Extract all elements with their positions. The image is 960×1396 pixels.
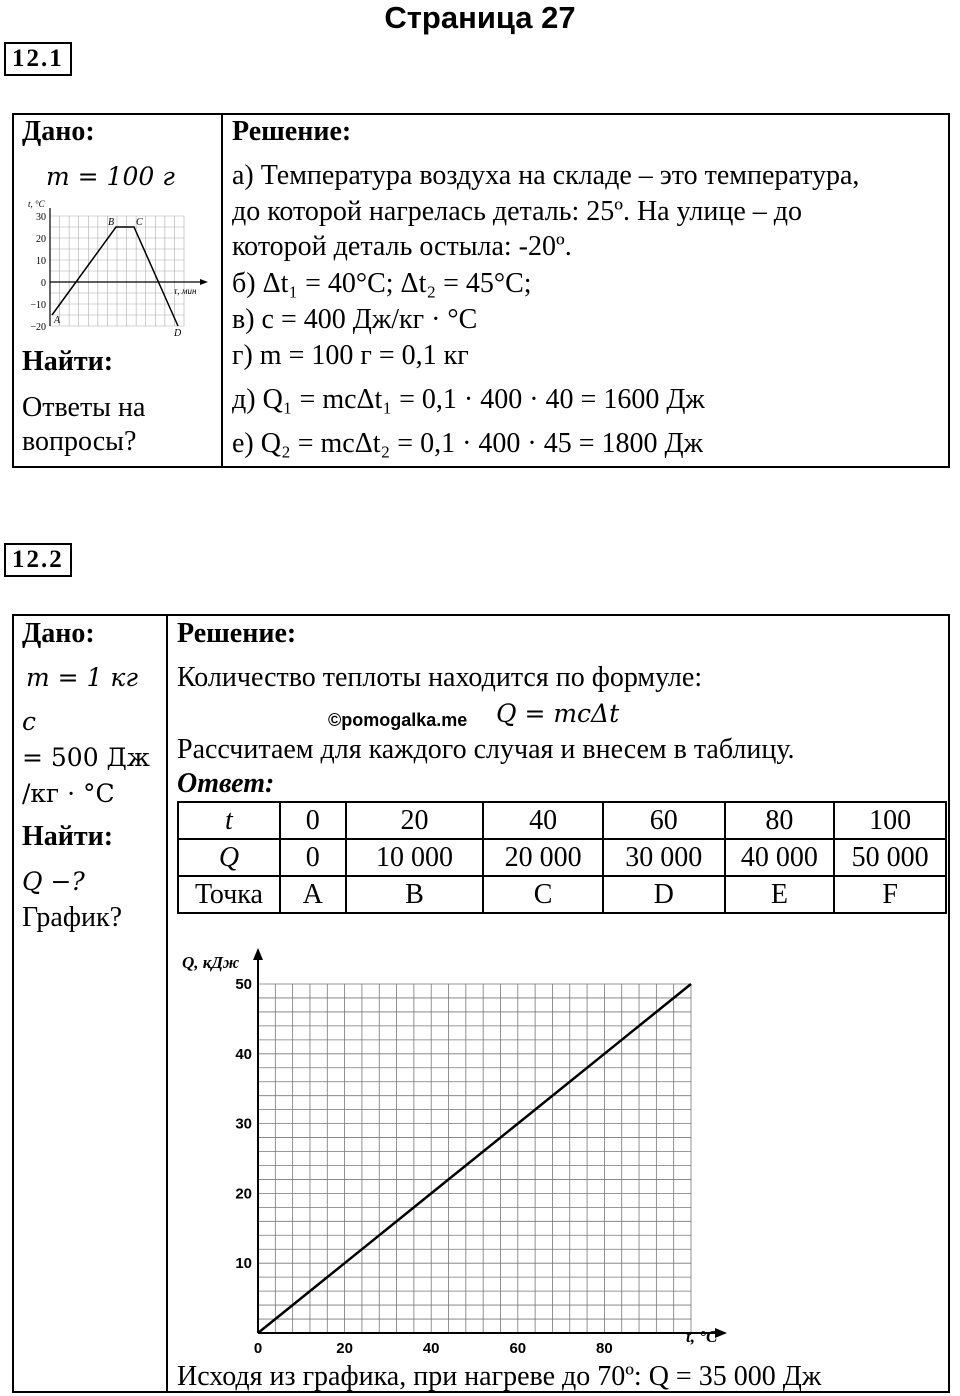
answer-table: [177, 801, 947, 914]
solution-line-1: Количество теплоты находится по формуле:: [177, 662, 703, 693]
series-line: [258, 984, 691, 1333]
solution-header: Решение:: [232, 116, 352, 147]
solution-line-c: в) c = 400 Дж/кг · °C: [232, 304, 478, 335]
heat-chart: [176, 944, 736, 1354]
thumb-point-label: B: [108, 217, 115, 228]
y-axis-arrow: [253, 948, 263, 960]
watermark: ©pomogalka.me: [328, 710, 468, 730]
solution-line-a2: до которой нагрелась деталь: 25º. На улице – до: [232, 196, 802, 227]
solution-line-a3: которой деталь остыла: -20º.: [232, 231, 572, 262]
table-cell: 20 000: [483, 839, 603, 876]
x-tick-label: 0: [253, 1340, 263, 1354]
table-cell: 50 000: [834, 839, 946, 876]
given-mass: m = 100 г: [46, 162, 175, 191]
x-axis-label: t, °C: [686, 1327, 718, 1346]
thumb-point-label: D: [174, 328, 182, 336]
table-cell: 100: [834, 802, 946, 839]
table-cell: D: [603, 876, 725, 913]
thumb-y-tick: 20: [36, 234, 46, 245]
given-header: Дано:: [22, 618, 95, 649]
solution-line-f: е) Q₂ = mcΔt₂ = 0,1 · 400 · 45 = 1800 Дж: [232, 428, 703, 459]
find-text-2: График?: [22, 902, 123, 933]
find-text-2: вопросы?: [22, 426, 137, 457]
given-heat-capacity-symbol: c: [22, 707, 37, 736]
table-cell: B: [346, 876, 484, 913]
problem-number-12-1: 12.1: [4, 42, 72, 76]
solution-line-d: г) m = 100 г = 0,1 кг: [232, 340, 469, 371]
column-divider: [166, 616, 168, 1391]
thumb-ticks: [30, 212, 46, 333]
solution-line-2: Рассчитаем для каждого случая и внесем в таблицу.: [177, 734, 795, 765]
table-cell: 0: [280, 802, 346, 839]
formula: Q = mcΔt: [496, 699, 620, 728]
table-cell: 80: [725, 802, 835, 839]
y-tick-label: 40: [235, 1045, 252, 1063]
thumb-y-label: t, °C: [28, 199, 45, 209]
find-text-1: Q −?: [22, 867, 85, 896]
table-cell: 60: [603, 802, 725, 839]
solution-header: Решение:: [177, 618, 297, 649]
table-cell: 0: [280, 839, 346, 876]
table-cell: E: [725, 876, 835, 913]
thumb-x-arrow: [200, 279, 208, 285]
given-header: Дано:: [22, 116, 95, 147]
table-cell: Точка: [178, 876, 280, 913]
find-header: Найти:: [22, 821, 114, 852]
answer-label: Ответ:: [177, 768, 275, 799]
thumb-y-tick: −20: [30, 322, 46, 333]
problem-number-12-2: 12.2: [4, 543, 72, 577]
thumb-temperature-line: [52, 227, 178, 326]
table-cell: 40: [483, 802, 603, 839]
table-cell: 20: [346, 802, 484, 839]
y-tick-label: 30: [235, 1115, 252, 1133]
table-cell: 40 000: [725, 839, 835, 876]
y-tick-label: 20: [235, 1185, 252, 1203]
table-cell: Q: [178, 839, 280, 876]
solution-line-b: б) Δt₁ = 40°C; Δt₂ = 45°C;: [232, 268, 532, 299]
thumb-points: [53, 217, 182, 336]
x-tick-label: 60: [509, 1340, 527, 1354]
table-cell: 30 000: [603, 839, 725, 876]
x-tick-label: 40: [422, 1340, 440, 1354]
table-cell: 10 000: [346, 839, 484, 876]
table-row-q: [178, 839, 946, 876]
table-cell: A: [280, 876, 346, 913]
thumb-y-tick: 0: [41, 278, 46, 289]
solution-line-e: д) Q₁ = mcΔt₁ = 0,1 · 400 · 40 = 1600 Дж: [232, 384, 705, 415]
thumb-y-tick: 10: [36, 256, 46, 267]
thumb-point-label: C: [136, 217, 143, 228]
table-row-t: [178, 802, 946, 839]
page-title: Страница 27: [384, 0, 576, 35]
temperature-thumb-chart: [24, 198, 208, 336]
y-axis-label: Q, кДж: [182, 953, 240, 972]
table-cell: t: [178, 802, 280, 839]
table-cell: C: [483, 876, 603, 913]
thumb-point-label: A: [54, 315, 61, 326]
given-heat-capacity-value: = 500 Дж: [22, 743, 150, 772]
thumb-x-label: τ, мин: [174, 286, 197, 296]
x-tick-label: 80: [596, 1340, 613, 1354]
given-mass: m = 1 кг: [26, 663, 138, 692]
thumb-grid: [50, 216, 184, 326]
find-text-1: Ответы на: [22, 392, 146, 423]
x-tick-label: 20: [336, 1340, 353, 1354]
y-tick-label: 50: [235, 976, 252, 993]
thumb-y-tick: −10: [30, 300, 46, 311]
thumb-y-tick: 30: [36, 212, 46, 223]
conclusion: Исходя из графика, при нагреве до 70º: Q = 35 000 Дж: [177, 1361, 822, 1392]
table-cell: F: [834, 876, 946, 913]
solution-line-a1: а) Температура воздуха на складе – это температура,: [232, 160, 860, 191]
given-heat-capacity-unit: /кг · °C: [22, 779, 115, 808]
find-header: Найти:: [22, 346, 114, 377]
column-divider: [221, 115, 223, 466]
y-tick-label: 10: [235, 1255, 252, 1273]
chart-ticks: [235, 976, 612, 1354]
table-row-point: [178, 876, 946, 913]
